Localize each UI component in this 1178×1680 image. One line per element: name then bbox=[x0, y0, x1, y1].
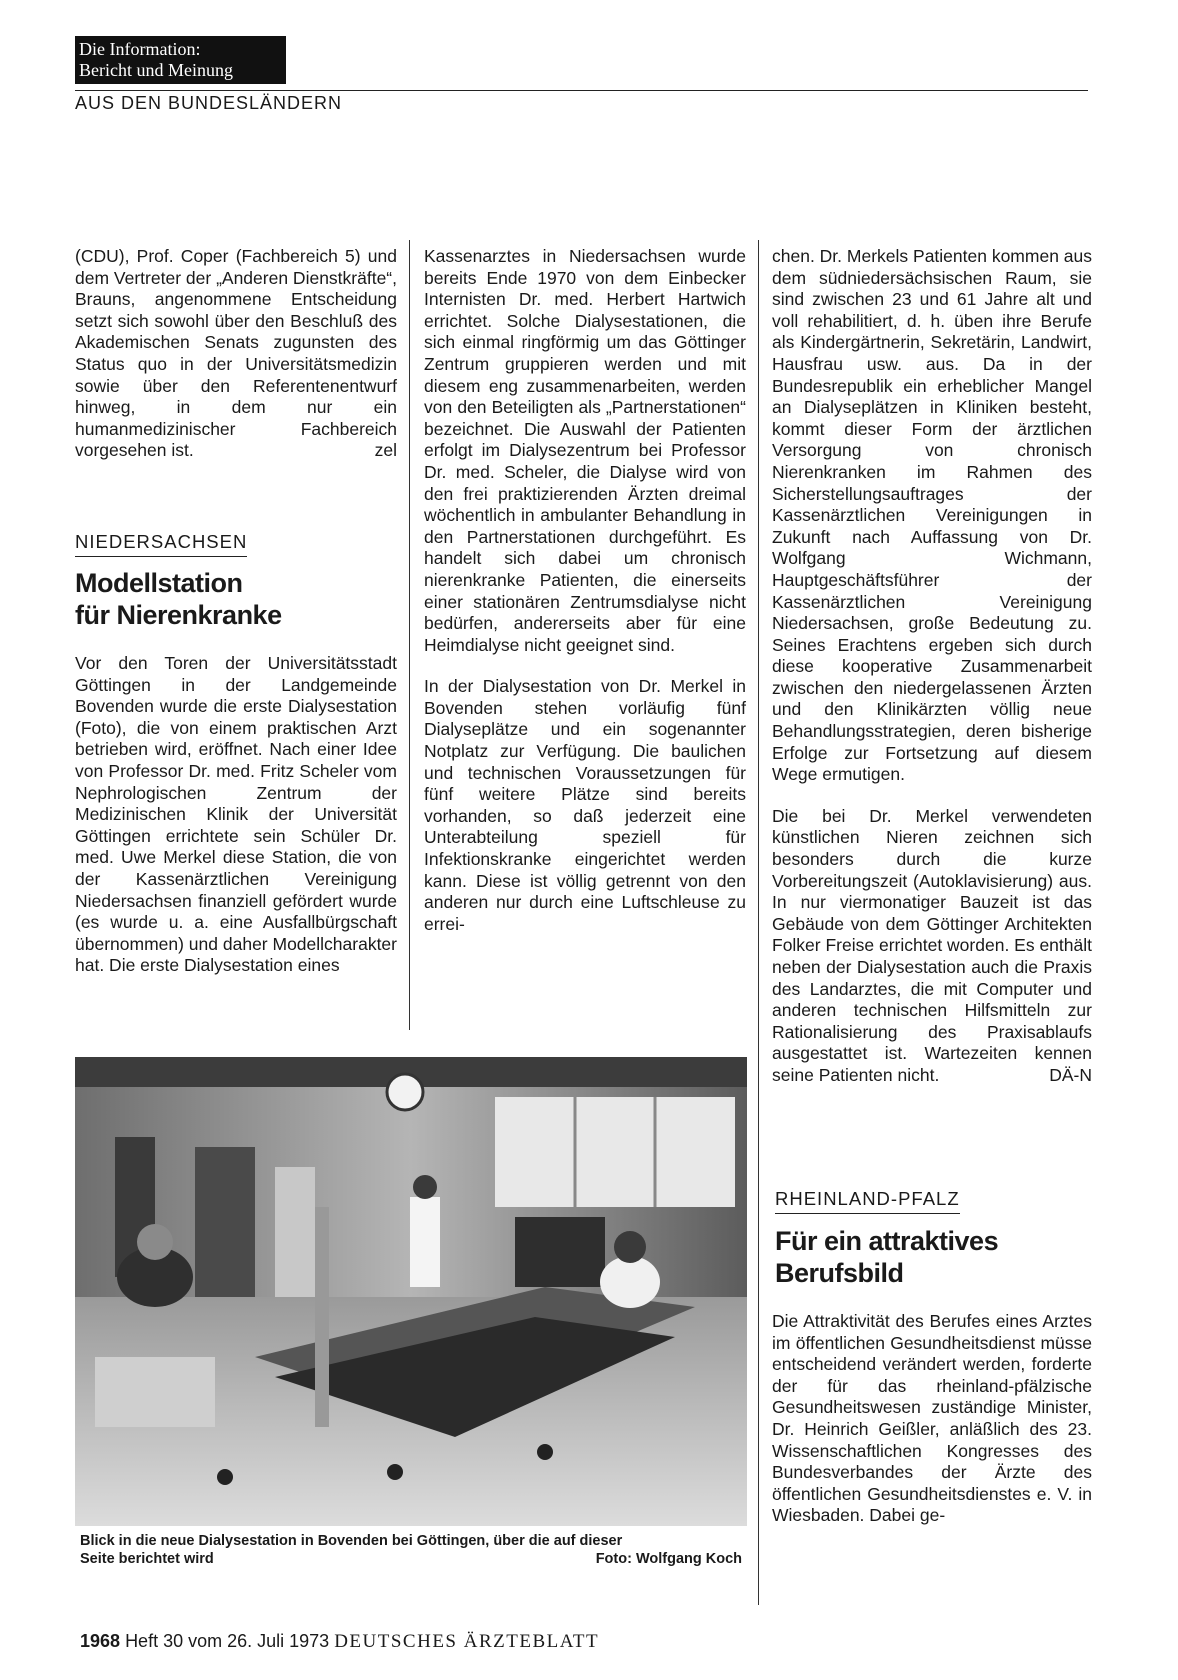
article-1-para-3: In der Dialysestation von Dr. Merkel in Bovenden stehen vorläufig fünf Dialyseplätze und ein sogenannter Notplatz zur Verfügung. Die baulichen und technischen Voraussetzungen für fünf weitere Plätze sind bereits vorhanden, so daß jederzeit eine Unterabteilung speziell für Infektionskranke eingerichtet werden kann. Diese ist völlig getrennt von den anderen nur durch eine Luftschleuse zu errei- bbox=[424, 676, 746, 934]
photo-illustration bbox=[75, 1057, 747, 1526]
article-2-body: Die Attraktivität des Berufes eines Arztes im öffentlichen Gesundheitsdienst müsse entscheidend verändert werden, forderte der für das rheinland-pfälzische Gesundheitswesen zuständige Minister, Dr. Heinrich Geißler, anläßlich des 23. Wissenschaftlichen Kongresses des Bundesverbandes der Ärzte des öffentlichen Gesundheitsdienstes e. V. in Wiesbaden. Dabei ge- bbox=[772, 1311, 1092, 1526]
article-1-para-4: chen. Dr. Merkels Patienten kommen aus dem südniedersächsischen Raum, sie sind zwischen 23 und 61 Jahre alt und voll rehabilitiert, d. h. üben ihre Berufe als Kindergärtnerin, Sekretärin, Landwirt, Hausfrau usw. aus. Da in der Bundesrepublik ein erheblicher Mangel an Dialyseplätzen in Kliniken besteht, kommt dieser Form der ärztlichen Versorgung von chronisch Nierenkranken im Rahmen des Sicherstellungsauftrages der Kassenärztlichen Vereinigungen in Zukunft nach Auffassung von Dr. Wolfgang Wichmann, Hauptgeschäftsführer der Kassenärztlichen Vereinigung Niedersachsen, große Bedeutung zu. Seines Erachtens ergeben sich durch diese kooperative Zusammenarbeit zwischen den niedergelassenen Ärzten und den Klinikärzten völlig neue Behandlungsstrategien, deren bisherige Erfolge zur Fortsetzung auf diesem Wege ermutigen. bbox=[772, 246, 1093, 785]
intro-signature: zel bbox=[374, 440, 397, 461]
header-rule bbox=[75, 90, 1088, 91]
section-badge bbox=[75, 36, 286, 84]
dialysis-station-photo bbox=[75, 1057, 747, 1526]
badge-line-1: Die Information: bbox=[79, 39, 201, 59]
article-1-signature: DÄ-N bbox=[1049, 1064, 1092, 1085]
article-1-body: Vor den Toren der Universitätsstadt Göttingen in der Landgemeinde Bovenden wurde die erste Dialysestation (Foto), die von einem praktischen Arzt betrieben wird, eröffnet. Nach einer Idee von Professor Dr. med. Fritz Scheler vom Nephrologischen Zentrum der Medizinischen Klinik der Universität Göttingen errichtete sein Schüler Dr. med. Uwe Merkel diese Station, die von der Kassenärztlichen Vereinigung Niedersachsen finanziell gefördert wurde (es wurde u. a. eine Ausfallbürgschaft übernommen) und daher Modellcharakter hat. Die erste Dialysestation eines bbox=[75, 653, 397, 976]
column-divider-1 bbox=[409, 240, 410, 1030]
headline-line-2: für Nierenkranke bbox=[75, 600, 282, 630]
section-title: AUS DEN BUNDESLÄNDERN bbox=[75, 93, 343, 113]
column-2 bbox=[424, 246, 746, 935]
article-1-para-2: Kassenarztes in Niedersachsen wurde bereits Ende 1970 von dem Einbecker Internisten Dr. med. Herbert Hartwich errichtet. Solche Dialysestationen, die sich einmal ringförmig um das Göttinger Zentrum gruppieren werden und mit diesem eng zusammenarbeiten, werden von den Beteiligten als „Partnerstationen“ bezeichnet. Die Auswahl der Patienten erfolgt im Dialysezentrum bei Professor Dr. med. Scheler, die Dialyse wird von den frei praktizierenden Ärzten dreimal wöchentlich in ambulanter Behandlung in den Partnerstationen durchgeführt. Es handelt sich dabei um chronisch nierenkranke Patienten, die einerseits einer stationären Zentrumsdialyse nicht bedürfen, andererseits aber für eine Heimdialyse nicht geeignet sind. bbox=[424, 246, 746, 655]
page-number: 1968 bbox=[80, 1631, 121, 1651]
caption-line-1: Blick in die neue Dialysestation in Bovenden bei Göttingen, über die auf dieser bbox=[80, 1533, 623, 1549]
column-1-body bbox=[75, 653, 397, 977]
column-divider-2 bbox=[758, 240, 759, 1605]
badge-line-2: Bericht und Meinung bbox=[79, 60, 233, 80]
column-1-intro bbox=[75, 246, 397, 462]
caption-line-2: Seite berichtet wird bbox=[80, 1551, 214, 1567]
issue-info: Heft 30 vom 26. Juli 1973 bbox=[125, 1631, 330, 1651]
photo-credit: Foto: Wolfgang Koch bbox=[595, 1551, 742, 1567]
intro-text: (CDU), Prof. Coper (Fachbereich 5) und dem Vertreter der „Anderen Dienstkräfte“, Brauns, angenommene Entscheidung setzt sich sowohl über den Beschluß des Akademischen Senats zugunsten des Status quo in der Universitätsmedizin sowie über den Referentenentwurf hinweg, in dem nur ein humanmedizinischer Fachbereich vorgesehen ist. bbox=[75, 246, 397, 461]
kicker-niedersachsen: NIEDERSACHSEN bbox=[75, 531, 247, 557]
page-footer bbox=[80, 1631, 599, 1653]
headline-modellstation bbox=[75, 567, 282, 631]
headline-berufsbild bbox=[775, 1225, 998, 1289]
headline-line-1: Für ein attraktives bbox=[775, 1226, 999, 1256]
masthead: DEUTSCHES ÄRZTEBLATT bbox=[334, 1631, 600, 1652]
article-1-para-5: Die bei Dr. Merkel verwendeten künstlichen Nieren zeichnen sich besonders durch die kurze Vorbereitungszeit (Autoklavisierung) aus. In nur viermonatiger Bauzeit ist das Gebäude von dem Göttinger Architekten Folker Freise errichtet worden. Es enthält neben der Dialysestation auch die Praxis des Landarztes, die mit Computer und anderen technischen Hilfsmitteln zur Rationalisierung des Praxisablaufs ausgestattet ist. Wartezeiten kennen seine Patienten nicht. bbox=[772, 805, 1092, 1085]
kicker-rheinland-pfalz: RHEINLAND-PFALZ bbox=[775, 1188, 960, 1214]
photo-caption bbox=[80, 1532, 742, 1568]
headline-line-1: Modellstation bbox=[75, 568, 243, 598]
headline-line-2: Berufsbild bbox=[775, 1258, 904, 1288]
column-3-top bbox=[772, 246, 1092, 1087]
column-3-body bbox=[772, 1311, 1092, 1527]
